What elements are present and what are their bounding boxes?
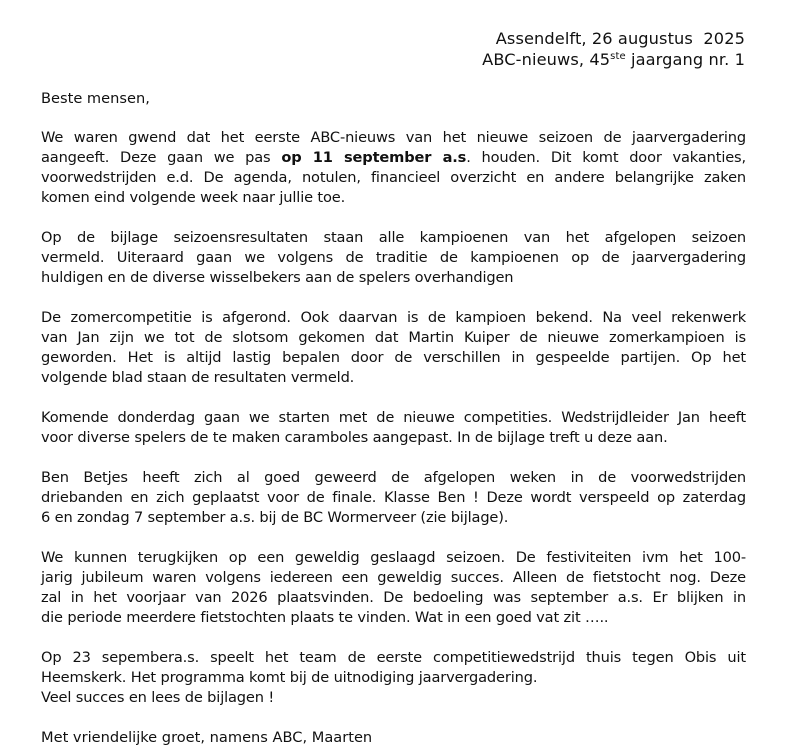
paragraph-line: voorwedstrijden e.d. De agenda, notulen, financieel overzicht en andere belangrijke zaken	[41, 169, 746, 186]
paragraph-line: Ben Betjes heeft zich al goed geweerd de afgelopen weken in de voorwedstrijden	[41, 469, 746, 486]
salutation: Beste mensen,	[41, 90, 150, 107]
paragraph-line: komen eind volgende week naar jullie toe.	[41, 189, 346, 206]
paragraph-line: We kunnen terugkijken op een geweldig geslaagd seizoen. De festiviteiten ivm het 100-	[41, 549, 746, 566]
text-before-date: aangeeft. Deze gaan we pas	[41, 149, 282, 166]
paragraph-line-with-date	[41, 148, 746, 168]
letter-body	[41, 128, 746, 748]
paragraph-summer-competition	[41, 308, 746, 388]
paragraph-season-results	[41, 228, 746, 288]
meeting-date-emphasis: op 11 september a.s	[281, 149, 467, 166]
paragraph-line: Heemskerk. Het programma komt bij de uitnodiging jaarvergadering.	[41, 669, 538, 686]
paragraph-line: zal in het voorjaar van 2026 plaatsvinden. De bedoeling was september a.s. Er blijken in	[41, 589, 746, 606]
newsletter-issue	[482, 49, 745, 70]
letter-header	[482, 28, 745, 70]
paragraph-line: Op 23 sepembera.s. speelt het team de eerste competitiewedstrijd thuis tegen Obis uit	[41, 649, 746, 666]
text-after-date: . houden. Dit komt door vakanties,	[466, 149, 746, 166]
paragraph-line: jarig jubileum waren volgens iedereen een geweldig succes. Alleen de fietstocht nog. Deze	[41, 569, 746, 586]
paragraph-line: 6 en zondag 7 september a.s. bij de BC Wormerveer (zie bijlage).	[41, 509, 509, 526]
paragraph-annual-meeting	[41, 128, 746, 208]
paragraph-line: van Jan zijn we tot de slotsom gekomen dat Martin Kuiper de nieuwe zomerkampioen is	[41, 329, 746, 346]
paragraph-first-match	[41, 648, 746, 708]
paragraph-line: volgende blad staan de resultaten vermeld.	[41, 369, 355, 386]
paragraph-line: geworden. Het is altijd lastig bepalen door de verschillen in gespeelde partijen. Op het	[41, 349, 746, 366]
paragraph-line: Veel succes en lees de bijlagen !	[41, 689, 275, 706]
place-date: Assendelft, 26 augustus 2025	[495, 29, 745, 48]
paragraph-line: driebanden en zich geplaatst voor de finale. Klasse Ben ! Deze wordt verspeeld op zaterdag	[41, 489, 746, 506]
paragraph-line: die periode meerdere fietstochten plaats te vinden. Wat in een goed vat zit …..	[41, 609, 609, 626]
paragraph-line: vermeld. Uiteraard gaan we volgens de traditie de kampioenen op de jaarvergadering	[41, 249, 746, 266]
paragraph-line: huldigen en de diverse wisselbekers aan de spelers overhandigen	[41, 269, 514, 286]
paragraph-line: voor diverse spelers de te maken caramboles aangepast. In de bijlage treft u deze aan.	[41, 429, 668, 446]
paragraph-anniversary-season	[41, 548, 746, 628]
newsletter-issue-suffix: jaargang nr. 1	[625, 50, 745, 69]
ordinal-suffix: ste	[610, 51, 626, 62]
paragraph-line: Komende donderdag gaan we starten met de nieuwe competities. Wedstrijdleider Jan heeft	[41, 409, 746, 426]
paragraph-line: We waren gwend dat het eerste ABC-nieuws van het nieuwe seizoen de jaarvergadering	[41, 129, 746, 146]
closing-signature: Met vriendelijke groet, namens ABC, Maarten	[41, 729, 373, 746]
paragraph-line: De zomercompetitie is afgerond. Ook daarvan is de kampioen bekend. Na veel rekenwerk	[41, 309, 746, 326]
paragraph-new-competitions	[41, 408, 746, 448]
newsletter-issue-prefix: ABC-nieuws, 45	[482, 50, 611, 69]
paragraph-line: Op de bijlage seizoensresultaten staan alle kampioenen van het afgelopen seizoen	[41, 229, 746, 246]
paragraph-three-cushion-final	[41, 468, 746, 528]
